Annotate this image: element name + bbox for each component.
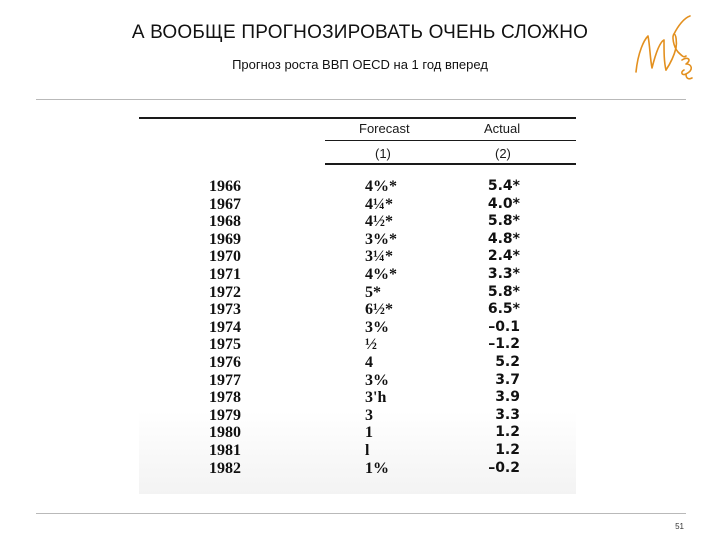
table-row: [139, 319, 576, 337]
actual-cell: 3.9: [495, 389, 520, 406]
forecast-cell: 5*: [365, 283, 381, 301]
table-row: [139, 389, 576, 407]
table-row: [139, 266, 576, 284]
year-cell: 1981: [209, 441, 241, 459]
table-row: [139, 372, 576, 390]
year-cell: 1970: [209, 248, 241, 266]
forecast-cell: 6½*: [365, 301, 393, 319]
subheader-forecast: (1): [375, 146, 391, 161]
year-cell: 1976: [209, 353, 241, 371]
table-row: [139, 442, 576, 460]
year-cell: 1972: [209, 283, 241, 301]
year-cell: 1973: [209, 301, 241, 319]
forecast-cell: 1%: [365, 459, 389, 477]
actual-cell: 3.3*: [487, 265, 520, 282]
slide-subtitle: Прогноз роста ВВП OECD на 1 год вперед: [232, 57, 488, 72]
forecast-cell: l: [365, 441, 370, 459]
forecast-cell: 3%: [365, 318, 389, 336]
header-divider: [36, 99, 686, 100]
table-top-rule: [139, 117, 576, 119]
table-row: [139, 178, 576, 196]
gdp-forecast-table: [139, 116, 576, 494]
slide-title: А ВООБЩЕ ПРОГНОЗИРОВАТЬ ОЧЕНЬ СЛОЖНО: [131, 22, 589, 43]
subheader-actual: (2): [495, 146, 511, 161]
year-cell: 1978: [209, 389, 241, 407]
actual-cell: 1.2: [495, 424, 520, 441]
forecast-cell: 1: [365, 424, 373, 442]
actual-cell: 2.4*: [487, 248, 520, 265]
header-actual: Actual: [484, 121, 521, 136]
forecast-cell: 3%: [365, 371, 389, 389]
table-row: [139, 231, 576, 249]
year-cell: 1969: [209, 230, 241, 248]
table-row: [139, 336, 576, 354]
forecast-cell: 4½*: [365, 213, 393, 231]
footer-divider: [36, 513, 686, 514]
actual-cell: 5.8*: [487, 213, 520, 230]
forecast-cell: 4%*: [365, 178, 397, 195]
table-row: [139, 196, 576, 214]
table-row: [139, 424, 576, 442]
actual-cell: –0.2: [488, 459, 520, 476]
page-number: 51: [675, 522, 684, 531]
year-cell: 1980: [209, 424, 241, 442]
forecast-cell: 3: [365, 406, 373, 424]
year-cell: 1974: [209, 318, 241, 336]
year-cell: 1968: [209, 213, 241, 231]
forecast-cell: 4¼*: [365, 195, 393, 213]
header-underline: [325, 140, 576, 141]
actual-cell: –1.2: [488, 336, 520, 353]
table-row: [139, 460, 576, 478]
year-cell: 1975: [209, 336, 241, 354]
forecast-cell: 3%*: [365, 230, 397, 248]
forecast-cell: ½: [365, 336, 377, 354]
year-cell: 1966: [209, 178, 241, 195]
actual-cell: 5.2: [495, 353, 520, 370]
actual-cell: –0.1: [488, 318, 520, 335]
year-cell: 1967: [209, 195, 241, 213]
actual-cell: 1.2: [495, 441, 520, 458]
table-row: [139, 407, 576, 425]
forecast-cell: 3¼*: [365, 248, 393, 266]
year-cell: 1982: [209, 459, 241, 477]
year-cell: 1971: [209, 265, 241, 283]
actual-cell: 5.4*: [487, 178, 520, 194]
forecast-cell: 4: [365, 353, 373, 371]
subheader-underline: [325, 163, 576, 165]
table-row: [139, 301, 576, 319]
actual-cell: 4.0*: [487, 195, 520, 212]
actual-cell: 6.5*: [487, 301, 520, 318]
table-body: [139, 178, 576, 477]
actual-cell: 3.3: [495, 406, 520, 423]
actual-cell: 5.8*: [487, 283, 520, 300]
forecast-cell: 3'h: [365, 389, 387, 407]
table-row: [139, 248, 576, 266]
header-forecast: Forecast: [359, 121, 410, 136]
table-row: [139, 213, 576, 231]
actual-cell: 3.7: [495, 371, 520, 388]
signature-logo-icon: [630, 12, 700, 82]
actual-cell: 4.8*: [487, 230, 520, 247]
forecast-cell: 4%*: [365, 265, 397, 283]
year-cell: 1979: [209, 406, 241, 424]
table-row: [139, 354, 576, 372]
year-cell: 1977: [209, 371, 241, 389]
table-row: [139, 284, 576, 302]
